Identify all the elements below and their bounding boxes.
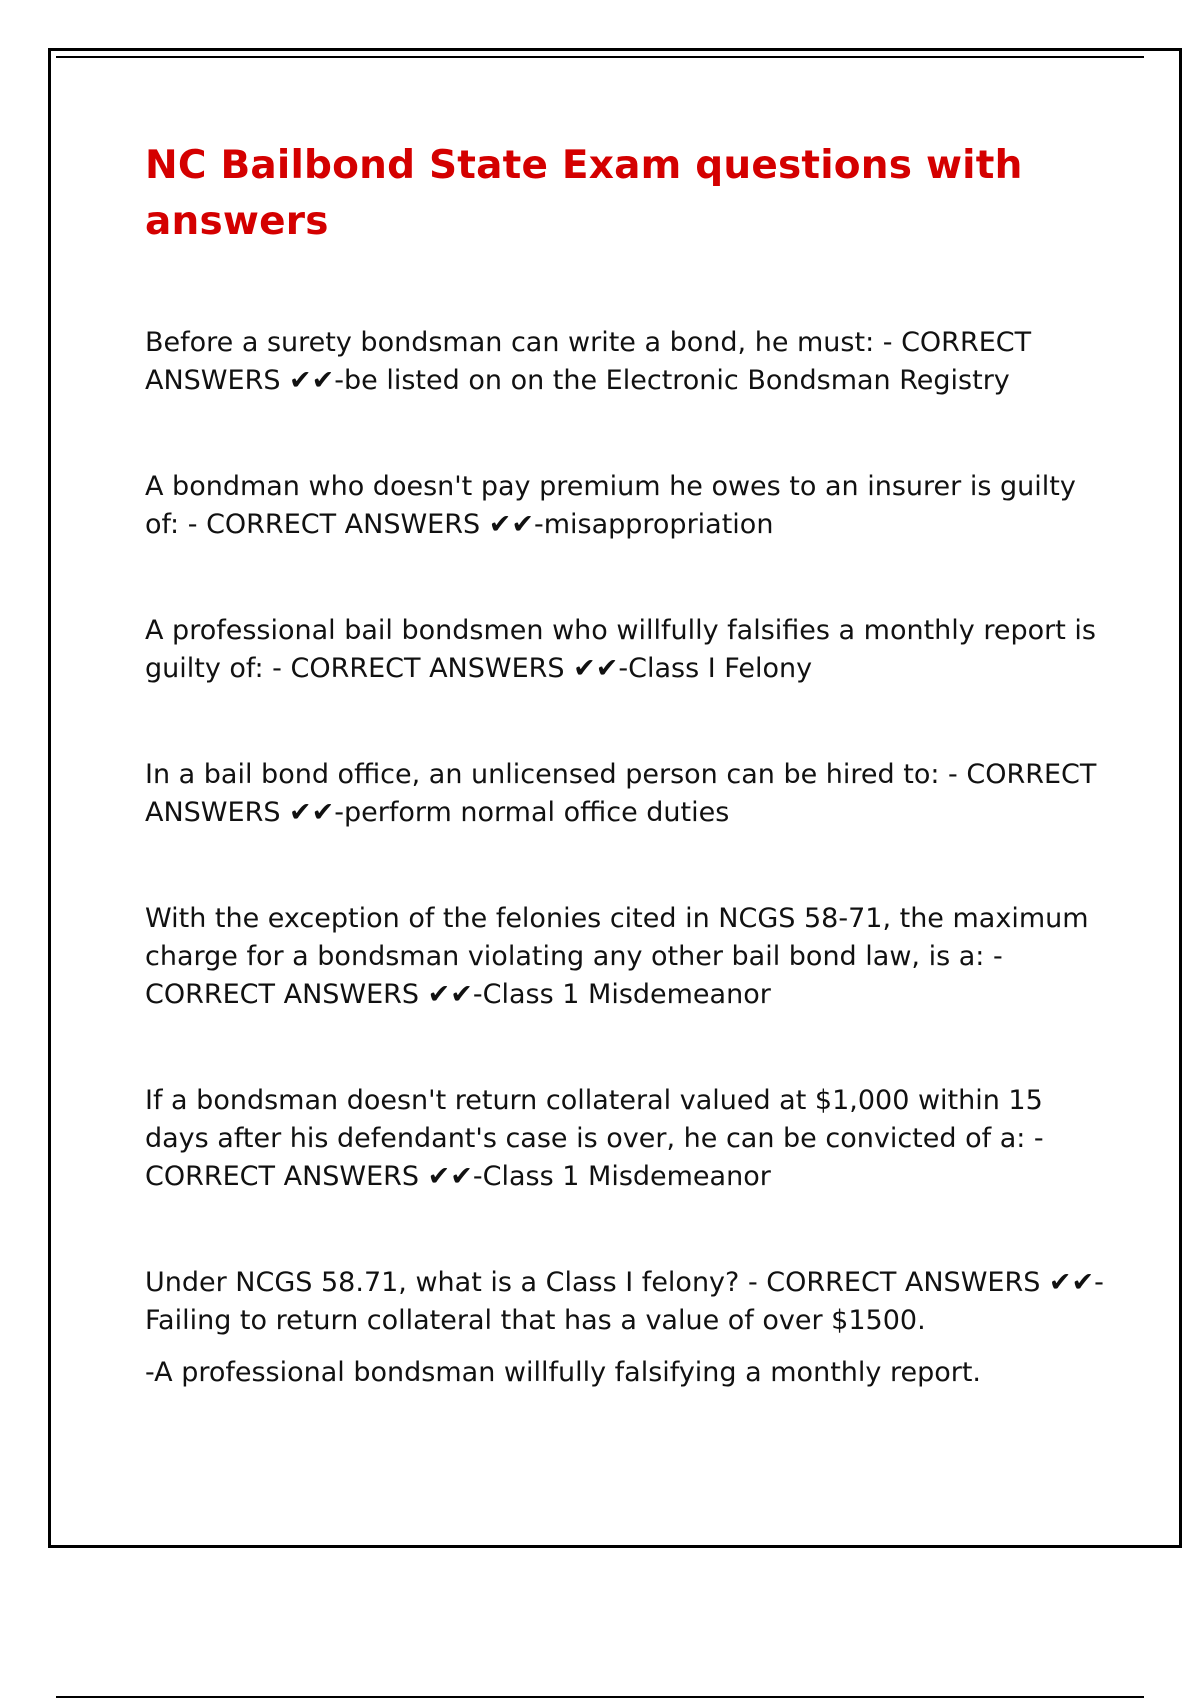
document-title: NC Bailbond State Exam questions with answers <box>145 143 1023 244</box>
qa-item: A professional bail bondsmen who willfully falsifies a monthly report is guilty of: - CORRECT ANSWERS ✔✔-Class I Felony <box>145 615 1105 684</box>
bottom-rule <box>56 1696 1144 1698</box>
document-body <box>145 138 1105 1392</box>
qa-item: In a bail bond office, an unlicensed person can be hired to: - CORRECT ANSWERS ✔✔-perform normal office duties <box>145 759 1105 828</box>
qa-item: If a bondsman doesn't return collateral valued at $1,000 within 15 days after his defendant's case is over, he can be convicted of a: - CORRECT ANSWERS ✔✔-Class 1 Misdemeanor <box>145 1085 1053 1192</box>
qa-item: A bondman who doesn't pay premium he owes to an insurer is guilty of: - CORRECT ANSWERS ✔✔-misappropriation <box>145 471 1085 540</box>
qa-item: With the exception of the felonies cited in NCGS 58-71, the maximum charge for a bondsman violating any other bail bond law, is a: - CORRECT ANSWERS ✔✔-Class 1 Misdemeanor <box>145 903 1098 1010</box>
qa-item: Under NCGS 58.71, what is a Class I felony? - CORRECT ANSWERS ✔✔-Failing to return collateral that has a value of over $1500. <box>145 1267 1104 1336</box>
qa-item-note: -A professional bondsman willfully falsifying a monthly report. <box>145 1357 981 1388</box>
qa-item: Before a surety bondsman can write a bond, he must: - CORRECT ANSWERS ✔✔-be listed on on the Electronic Bondsman Registry <box>145 327 1040 396</box>
